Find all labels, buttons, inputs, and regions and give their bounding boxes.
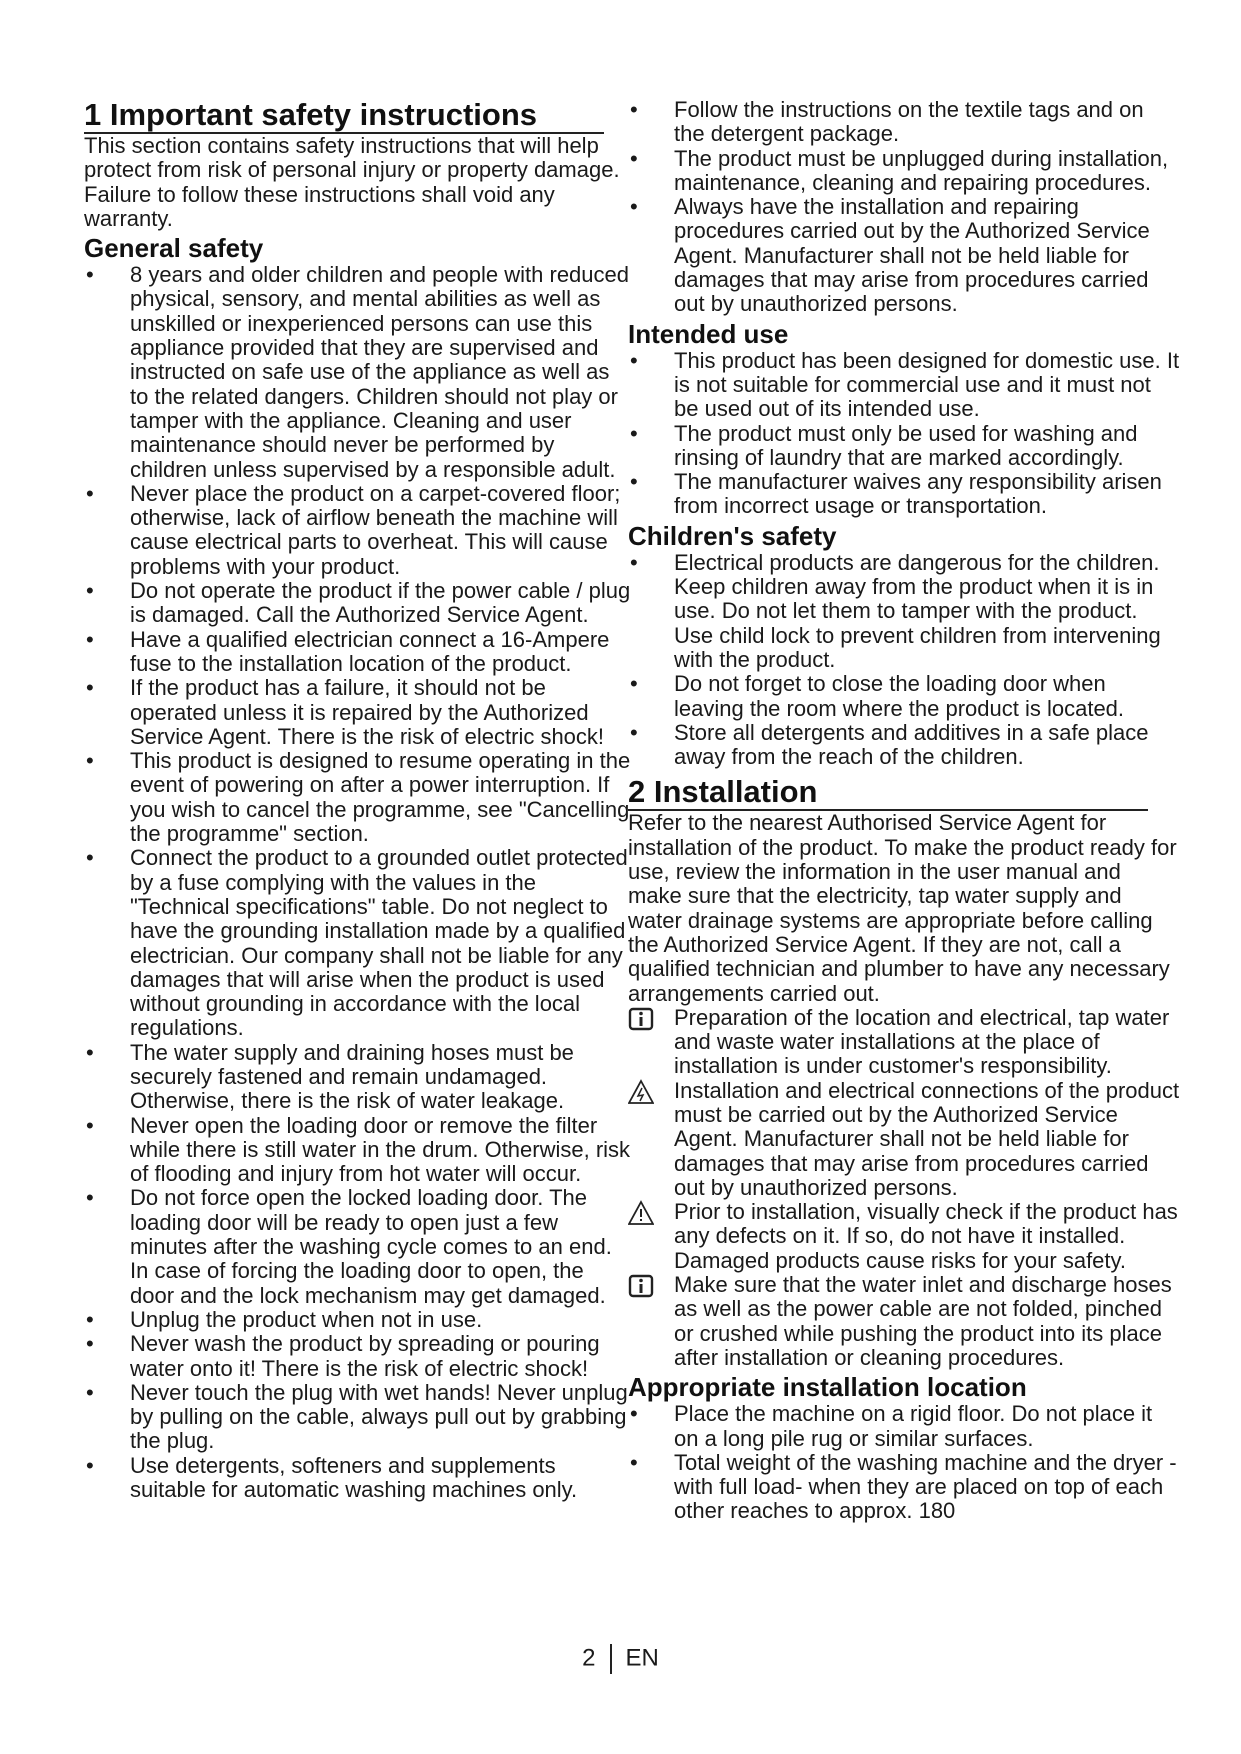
list-item: • Do not force open the locked loading door. The loading door will be ready to open just a few minutes after the washing cycle comes to an end. In case of forcing the loading door to open, the door and the lock mechanism may get damaged. [84,1186,632,1307]
list-item: • Connect the product to a grounded outlet protected by a fuse complying with the values in the "Technical specifications" table. Do not neglect to have the grounding installation made by a qualified electrician. Our company shall not be liable for any damages that will arise when the product is used without grounding in accordance with the local regulations. [84,846,632,1040]
note-text: Installation and electrical connections of the product must be carried out by the Authorized Service Agent. Manufacturer shall not be held liable for damages that may arise from procedures carried out by unauthorized persons. [674,1077,1180,1200]
left-column [84,98,632,1502]
note-text: Preparation of the location and electrical, tap water and waste water installations at the place of installation is under customer's responsibility. [674,1004,1170,1079]
list-item: • Never open the loading door or remove the filter while there is still water in the drum. Otherwise, risk of flooding and injury from hot water will occur. [84,1114,632,1187]
safety-intro: This section contains safety instructions that will help protect from risk of personal injury or property damage. Failure to follow these instructions shall void any warranty. [84,133,620,231]
list-item: • The manufacturer waives any responsibility arisen from incorrect usage or transportation. [628,470,1180,519]
list-item: • Always have the installation and repairing procedures carried out by the Authorized Service Agent. Manufacturer shall not be held liable for damages that may arise from procedures carried out by unauthorized persons. [628,195,1180,316]
childrens-safety-heading: Children's safety [628,520,837,551]
note-text: Make sure that the water inlet and discharge hoses as well as the power cable are not folded, pinched or crushed while pushing the product into its place after installation or cleaning procedures. [674,1272,1172,1370]
list-item: • Store all detergents and additives in a safe place away from the reach of the children. [628,721,1180,770]
list-item: • Unplug the product when not in use. [84,1308,632,1332]
list-item: • 8 years and older children and people with reduced physical, sensory, and mental abilities as well as unskilled or inexperienced persons can use this appliance provided that they are supervised and instructed on safe use of the appliance as well as to the related dangers. Children should not play or tamper with the appliance. Cleaning and user maintenance should never be performed by children unless supervised by a responsible adult. [84,263,632,482]
note-text: Prior to installation, visually check if the product has any defects on it. If so, do not have it installed. Damaged products cause risks for your safety. [674,1199,1178,1273]
intended-use-list [628,349,1180,519]
list-item: • The product must only be used for washing and rinsing of laundry that are marked accordingly. [628,422,1180,471]
list-item: • The water supply and draining hoses must be securely fastened and remain undamaged. Otherwise, there is the risk of water leakage. [84,1041,632,1114]
installation-location-list [628,1402,1180,1523]
installation-note-1 [628,1006,1180,1079]
list-item: • Electrical products are dangerous for the children. Keep children away from the product when it is in use. Do not let them to tamper with the product. Use child lock to prevent children from intervening with the product. [628,551,1180,672]
list-item: • Never touch the plug with wet hands! Never unplug by pulling on the cable, always pull out by grabbing the plug. [84,1381,632,1454]
page-footer [0,1644,1241,1674]
chapter-2-title: 2 Installation [628,775,1148,811]
list-item: • Never place the product on a carpet-covered floor; otherwise, lack of airflow beneath the machine will cause electrical parts to overheat. This will cause problems with your product. [84,482,632,579]
info-icon [628,1273,654,1299]
installation-note-2 [628,1079,1180,1200]
childrens-safety-list [628,551,1180,770]
list-item: • Never wash the product by spreading or pouring water onto it! There is the risk of electric shock! [84,1332,632,1381]
list-item: • Total weight of the washing machine and the dryer -with full load- when they are placed on top of each other reaches to approx. 180 [628,1451,1180,1524]
continued-safety-list [628,98,1180,317]
intended-use-heading: Intended use [628,318,789,349]
right-column [628,98,1180,1524]
list-item: • Follow the instructions on the textile tags and on the detergent package. [628,98,1180,147]
list-item: • Place the machine on a rigid floor. Do not place it on a long pile rug or similar surfaces. [628,1402,1180,1451]
warning-icon [628,1200,654,1226]
list-item: • Use detergents, softeners and supplements suitable for automatic washing machines only. [84,1454,632,1503]
footer-divider [610,1644,612,1674]
list-item: • If the product has a failure, it should not be operated unless it is repaired by the Authorized Service Agent. There is the risk of electric shock! [84,676,632,749]
list-item: • The product must be unplugged during installation, maintenance, cleaning and repairing procedures. [628,147,1180,196]
list-item: • Have a qualified electrician connect a 16-Ampere fuse to the installation location of the product. [84,628,632,677]
list-item: • Do not operate the product if the power cable / plug is damaged. Call the Authorized Service Agent. [84,579,632,628]
list-item: • Do not forget to close the loading door when leaving the room where the product is located. [628,672,1180,721]
list-item: • This product is designed to resume operating in the event of powering on after a power interruption. If you wish to cancel the programme, see "Cancelling the programme" section. [84,749,632,846]
info-icon [628,1006,654,1032]
installation-location-heading: Appropriate installation location [628,1372,1027,1403]
list-item: • This product has been designed for domestic use. It is not suitable for commercial use and it must not be used out of its intended use. [628,349,1180,422]
page-number: 2 [582,1644,596,1672]
installation-note-4 [628,1273,1180,1370]
chapter-1-title: 1 Important safety instructions [84,98,604,134]
installation-note-3 [628,1200,1180,1273]
language-code: EN [625,1644,659,1672]
general-safety-list [84,263,632,1502]
installation-intro: Refer to the nearest Authorised Service Agent for installation of the product. To make the product ready for use, review the information in the user manual and make sure that the electricity, tap water supply and water drainage systems are appropriate before calling the Authorized Service Agent. If they are not, call a qualified technician and plumber to have any necessary arrangements carried out. [628,810,1177,1006]
warning-icon [628,1079,654,1105]
general-safety-heading: General safety [84,233,264,264]
